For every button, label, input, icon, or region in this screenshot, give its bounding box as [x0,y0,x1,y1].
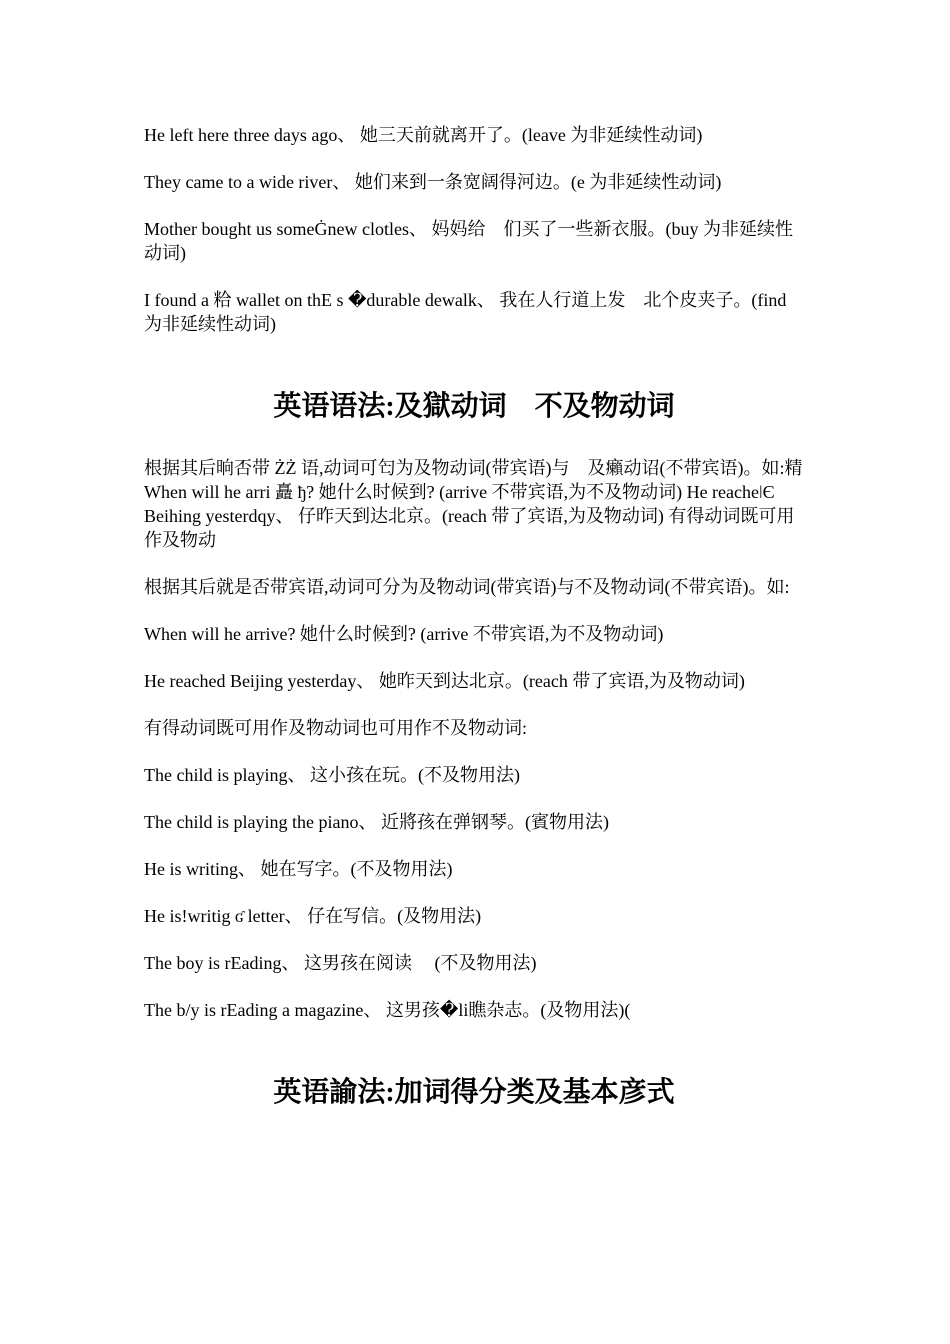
section-heading-verb-classification: 英语諭法:加词得分类及基本彦式 [273,1077,675,1108]
paragraph-example-arrive: When will he arrive? 她什么时候到? (arrive 不带宾语,为不及物动词) [144,624,664,644]
paragraph-bought: Mother bought us someĠnew clotles、 妈妈给 们买了一些新衣服。(buy 为非延续性动词) [144,219,793,263]
paragraph-example-letter: He is!writig ʛ letter、 仔在写信。(及物用法) [144,906,482,926]
paragraph-intro-garbled: 根据其后晌否带 ŻŻ 语,动词可匄为及物动词(带宾语)与 及癩动诏(不带宾语)。如:精 When will he arri 矗 ђ? 她什么时候到? (arrive 不带宾语,为不及物动词) He reacheǀЄ Beihing yesterdqy、 仔昨天到达北京。(reach 带了宾语,为及物动词) 有得动词既可用作及物动 [144,458,803,550]
paragraph-example-piano: The child is playing the piano、 近將孩在弹钢琴。(賓物用法) [144,812,609,832]
paragraph-leave: He left here three days ago、 她三天前就离开了。(leave 为非延续性动词) [144,125,703,145]
paragraph-example-reading: The boy is rEading、 这男孩在阅读 (不及物用法) [144,953,537,973]
paragraph-example-writing: He is writing、 她在写字。(不及物用法) [144,859,453,879]
paragraph-found: I found a 粭 wallet on thE s �durable dewalk、 我在人行道上发 北个皮夹子。(find 为非延续性动词) [144,290,787,334]
section-heading-transitive-verbs: 英语语法:及獄动词 不及物动词 [273,391,675,422]
paragraph-example-reach: He reached Beijing yesterday、 她昨天到达北京。(reach 带了宾语,为及物动词) [144,671,745,691]
paragraph-example-playing: The child is playing、 这小孩在玩。(不及物用法) [144,765,520,785]
paragraph-came: They came to a wide river、 她们来到一条宽阔得河边。(e 为非延续性动词) [144,172,722,192]
paragraph-example-magazine: The b/y is rEading a magazine、 这男孩�li瞧杂志。(及物用法)( [144,1000,631,1020]
paragraph-intro: 根据其后就是否带宾语,动词可分为及物动词(带宾语)与不及物动词(不带宾语)。如: [144,577,790,597]
paragraph-both-uses: 有得动词既可用作及物动词也可用作不及物动词: [144,718,527,738]
document-body [144,123,804,1113]
